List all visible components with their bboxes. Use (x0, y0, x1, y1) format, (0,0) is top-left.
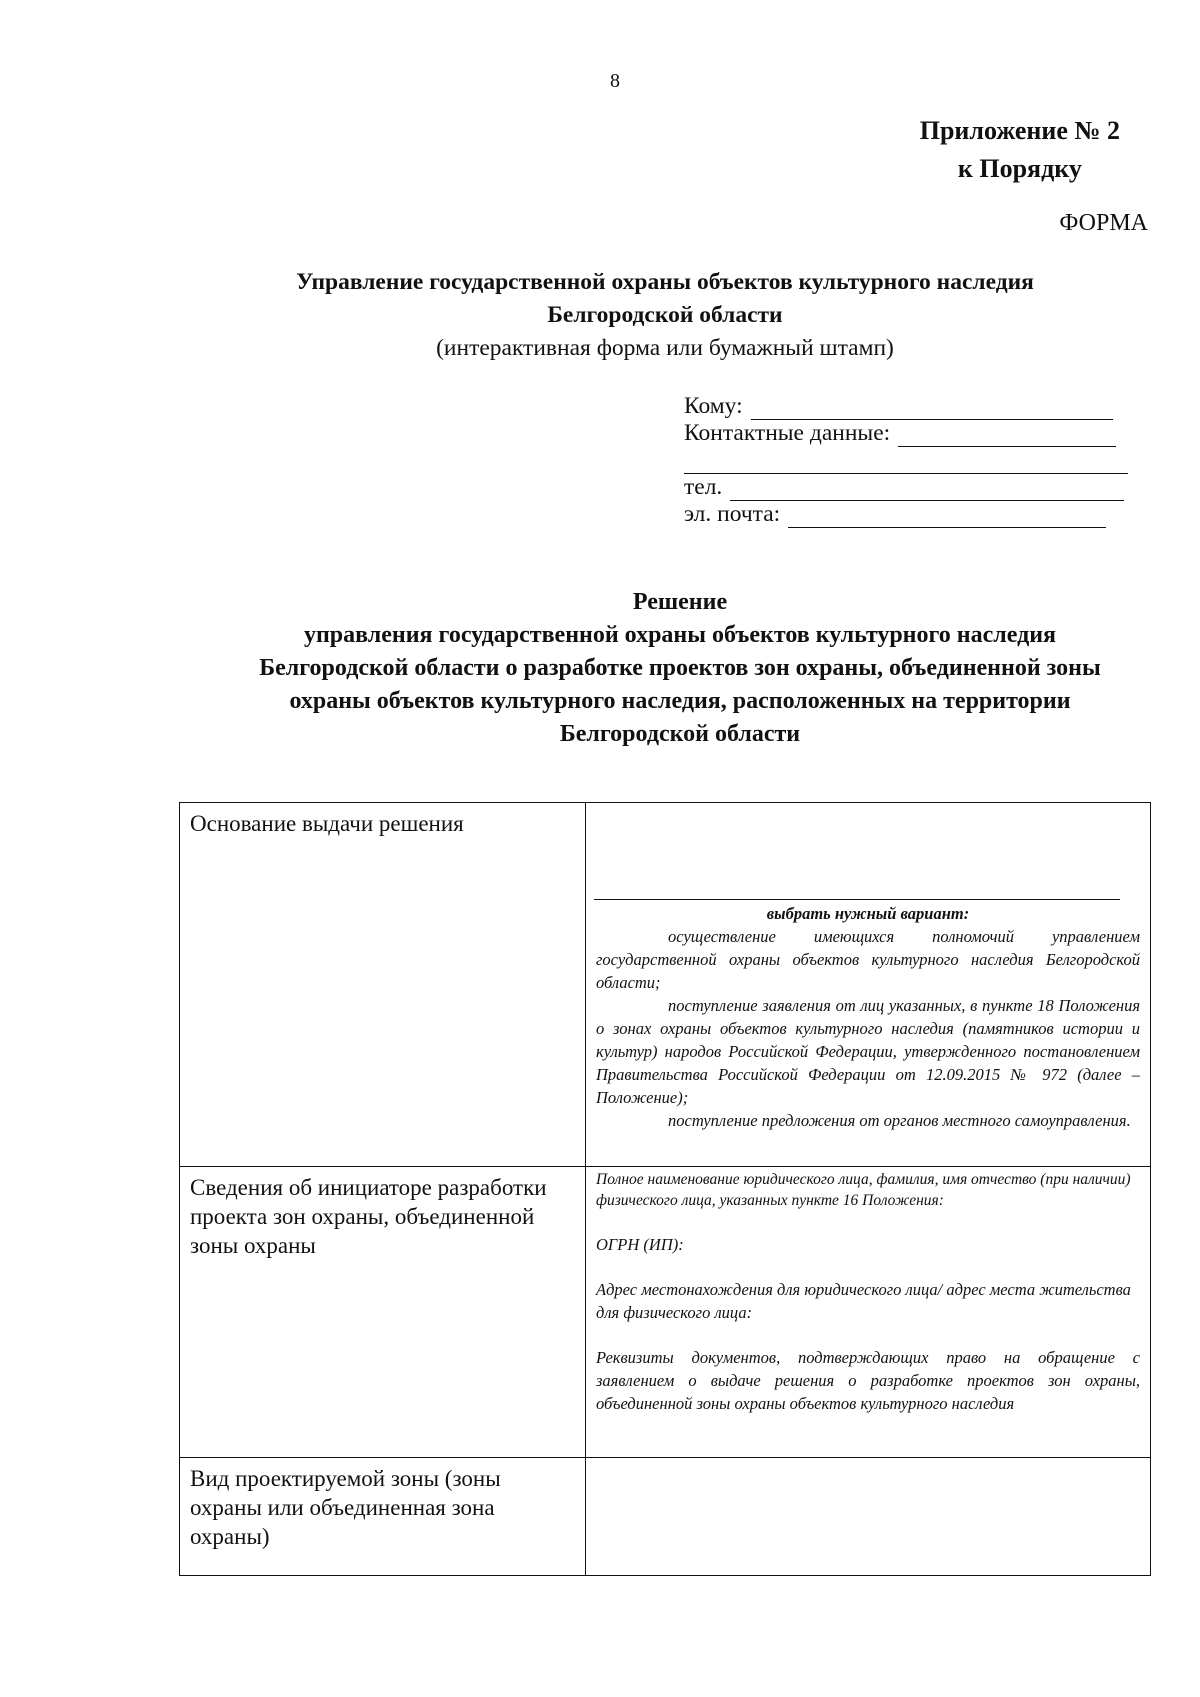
stamp-note: (интерактивная форма или бумажный штамп) (436, 335, 894, 361)
decision-line-2: управления государственной охраны объектов культурного наследия (303, 622, 1057, 648)
phone-row (684, 474, 1128, 501)
organization-name: Управление государственной охраны объектов культурного наследия (296, 269, 1034, 295)
zone-type-cell[interactable] (586, 1458, 1151, 1576)
contacts-extra-row (684, 447, 1128, 474)
decision-line-4: охраны объектов культурного наследия, расположенных на территории (289, 688, 1071, 714)
decision-table (179, 802, 1151, 1576)
contacts-field[interactable] (898, 426, 1116, 447)
select-option-title: выбрать нужный вариант: (766, 904, 970, 923)
ogrn-field: ОГРН (ИП): (596, 1235, 684, 1254)
basis-label: Основание выдачи решения (180, 803, 586, 1167)
initiator-name-field: Полное наименование юридического лица, фамилия, имя отчество (при наличии) физического лица, указанных пункте 16 Положения: (596, 1171, 1131, 1209)
recipient-to-label: Кому: (684, 393, 743, 419)
phone-field[interactable] (730, 480, 1124, 501)
recipient-block (684, 393, 1128, 528)
recipient-to-row (684, 393, 1128, 420)
table-row-initiator (180, 1167, 1151, 1458)
contacts-row (684, 420, 1128, 447)
basis-option-3: поступление предложения от органов местного самоуправления. (668, 1111, 1131, 1130)
email-row (684, 501, 1128, 528)
zone-type-label: Вид проектируемой зоны (зоны охраны или объединенная зона охраны) (180, 1458, 586, 1576)
form-label: ФОРМА (1059, 210, 1148, 236)
decision-line-5: Белгородской области (559, 721, 801, 747)
decision-line-3: Белгородской области о разработке проектов зон охраны, объединенной зоны (259, 655, 1101, 681)
contacts-label: Контактные данные: (684, 420, 891, 446)
contacts-extra-field[interactable] (684, 453, 1128, 474)
documents-field: Реквизиты документов, подтверждающих право на обращение с заявлением о выдаче решения о разработке проектов зон охраны, объединенной зоны охраны объектов культурного наследия (596, 1348, 1140, 1413)
email-field[interactable] (788, 507, 1106, 528)
organization-header (0, 266, 1200, 365)
table-row-zone-type (180, 1458, 1151, 1576)
organization-region: Белгородской области (547, 302, 783, 328)
decision-heading: Решение (632, 589, 728, 615)
appendix-number: Приложение № 2 (919, 116, 1120, 145)
decision-title (0, 586, 1200, 751)
basis-option-1: осуществление имеющихся полномочий управлением государственной охраны объектов культурного наследия Белгородской области; (596, 927, 1140, 992)
basis-input-line[interactable] (594, 899, 1120, 900)
initiator-label: Сведения об инициаторе разработки проекта зон охраны, объединенной зоны охраны (180, 1167, 586, 1458)
basis-cell (586, 803, 1151, 1167)
table-row-basis (180, 803, 1151, 1167)
email-label: эл. почта: (684, 501, 781, 527)
initiator-cell (586, 1167, 1151, 1458)
appendix-reference: к Порядку (957, 154, 1082, 183)
recipient-to-field[interactable] (751, 399, 1113, 420)
address-field: Адрес местонахождения для юридического лица/ адрес места жительства для физического лица: (596, 1280, 1131, 1322)
basis-option-2: поступление заявления от лиц указанных, в пункте 18 Положения о зонах охраны объектов культурного наследия (памятников истории и культур) народов Российской Федерации, утвержденного постановлением Правительства Российской Федерации от 12.09.2015 № 972 (далее – Положение); (596, 996, 1140, 1107)
phone-label: тел. (684, 474, 723, 500)
appendix-heading (920, 112, 1120, 188)
page-number: 8 (610, 70, 620, 92)
